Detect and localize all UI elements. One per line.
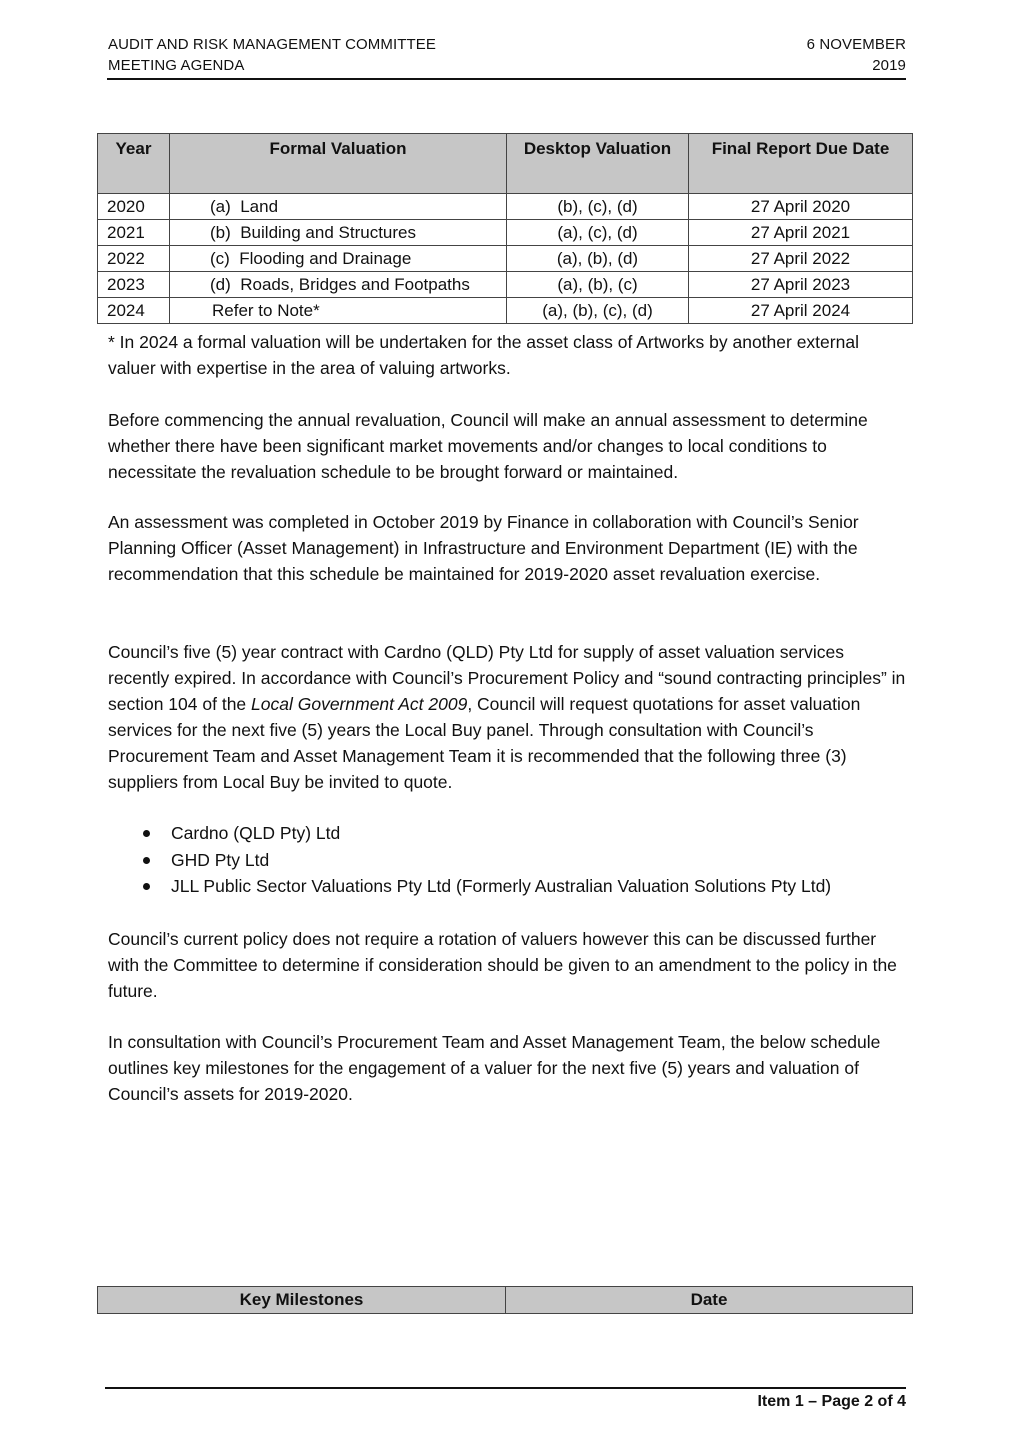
supplier-name: JLL Public Sector Valuations Pty Ltd (Formerly Australian Valuation Solutions Pty Ltd)	[171, 876, 832, 896]
column-header-year: Year	[98, 134, 170, 194]
desktop-valuation-cell: (a), (c), (d)	[507, 220, 689, 246]
desktop-valuation-cell: (a), (b), (c)	[507, 272, 689, 298]
due-date-cell: 27 April 2023	[689, 272, 913, 298]
year-cell: 2021	[98, 220, 170, 246]
meeting-date-line1: 6 NOVEMBER	[806, 36, 906, 53]
agenda-label: MEETING AGENDA	[108, 57, 245, 74]
year-cell: 2020	[98, 194, 170, 220]
footer-divider	[105, 1387, 906, 1389]
desktop-valuation-cell: (a), (b), (d)	[507, 246, 689, 272]
formal-valuation-cell: (a) Land	[170, 194, 507, 220]
formal-valuation-cell: (d) Roads, Bridges and Footpaths	[170, 272, 507, 298]
table-row	[98, 246, 913, 272]
column-header-key-milestones: Key Milestones	[98, 1287, 506, 1314]
supplier-name: Cardno (QLD Pty) Ltd	[171, 823, 341, 843]
list-item	[108, 820, 831, 847]
year-cell: 2022	[98, 246, 170, 272]
table-header-row	[98, 1287, 913, 1314]
table-row	[98, 194, 913, 220]
paragraph-contract-expired	[108, 639, 908, 795]
document-header-right	[807, 34, 906, 76]
paragraph-rotation-policy: Council’s current policy does not require a rotation of valuers however this can be discussed further with the Committee to determine if consideration should be given to an amendment to the policy in the future.	[108, 929, 897, 1001]
formal-valuation-cell: (c) Flooding and Drainage	[170, 246, 507, 272]
supplier-list	[108, 820, 831, 900]
document-header-left	[108, 34, 436, 76]
column-header-formal-valuation: Formal Valuation	[170, 134, 507, 194]
table-row	[98, 272, 913, 298]
due-date-cell: 27 April 2021	[689, 220, 913, 246]
paragraph-text: Council’s five (5) year contract with Cardno (QLD) Pty Ltd for supply of asset valuation services recently expired. In accordance with Council’s Procurement Policy and “sound contracting principles” in section 104 of the	[108, 642, 906, 714]
meeting-date-line2: 2019	[872, 57, 906, 74]
bullet-icon	[143, 883, 150, 890]
paragraph-assessment-completed: An assessment was completed in October 2019 by Finance in collaboration with Council’s Senior Planning Officer (Asset Management) in Infrastructure and Environment Department (IE) with the recommendation that this schedule be maintained for 2019-2020 asset revaluation exercise.	[108, 512, 859, 584]
formal-valuation-cell: Refer to Note*	[170, 298, 507, 324]
table-header-row	[98, 134, 913, 194]
due-date-cell: 27 April 2020	[689, 194, 913, 220]
act-title: Local Government Act 2009	[251, 694, 468, 714]
desktop-valuation-cell: (b), (c), (d)	[507, 194, 689, 220]
column-header-desktop-valuation: Desktop Valuation	[507, 134, 689, 194]
key-milestones-table	[97, 1286, 913, 1314]
column-header-date: Date	[506, 1287, 913, 1314]
paragraph-milestone-schedule: In consultation with Council’s Procurement Team and Asset Management Team, the below schedule outlines key milestones for the engagement of a valuer for the next five (5) years and valuation of Council’s assets for 2019-2020.	[108, 1032, 881, 1104]
paragraph-text: , Council will request quotations for asset valuation services for the next five (5) years the Local Buy panel. Through consultation with Council’s Procurement Team and Asset Management Team it is recommended that the following three (3) suppliers from Local Buy be invited to quote.	[108, 694, 861, 792]
year-cell: 2023	[98, 272, 170, 298]
table-row	[98, 298, 913, 324]
paragraph-annual-assessment: Before commencing the annual revaluation, Council will make an annual assessment to determine whether there have been significant market movements and/or changes to local conditions to necessitate the revaluation schedule to be brought forward or maintained.	[108, 410, 868, 482]
bullet-icon	[143, 857, 150, 864]
year-cell: 2024	[98, 298, 170, 324]
page-number: Item 1 – Page 2 of 4	[757, 1393, 906, 1410]
due-date-cell: 27 April 2024	[689, 298, 913, 324]
header-divider	[107, 78, 906, 80]
table-row	[98, 220, 913, 246]
bullet-icon	[143, 830, 150, 837]
list-item	[108, 873, 831, 900]
list-item	[108, 847, 831, 874]
supplier-name: GHD Pty Ltd	[171, 849, 270, 870]
column-header-final-report-due-date: Final Report Due Date	[689, 134, 913, 194]
table-footnote: * In 2024 a formal valuation will be undertaken for the asset class of Artworks by another external valuer with expertise in the area of valuing artworks.	[108, 332, 859, 378]
formal-valuation-cell: (b) Building and Structures	[170, 220, 507, 246]
due-date-cell: 27 April 2022	[689, 246, 913, 272]
desktop-valuation-cell: (a), (b), (c), (d)	[507, 298, 689, 324]
committee-name: AUDIT AND RISK MANAGEMENT COMMITTEE	[108, 36, 436, 53]
valuation-schedule-table	[97, 133, 913, 324]
